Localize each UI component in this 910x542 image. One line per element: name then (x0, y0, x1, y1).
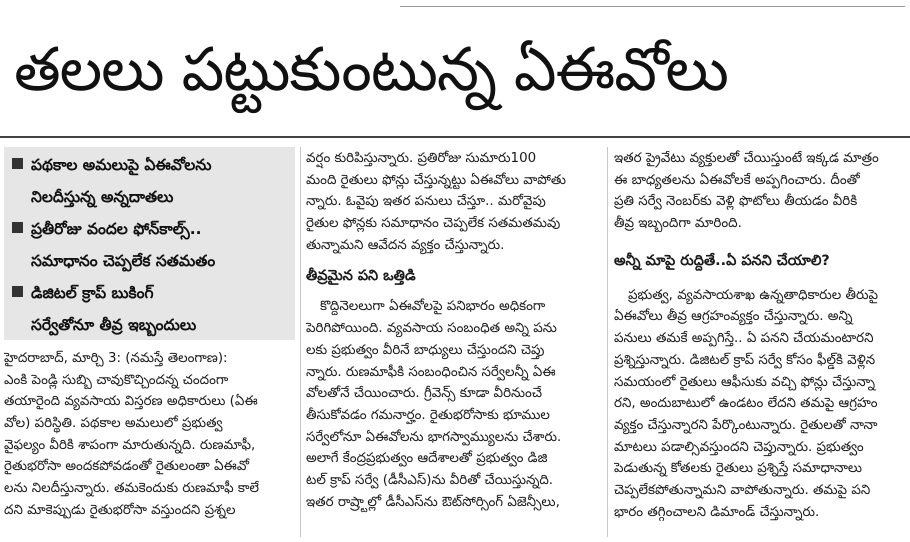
body-line: తున్నామని ఆవేదన వ్యక్తం చేస్తున్నారు. (306, 237, 505, 253)
body-line: పెడుతున్న కోతలకు రైతులు ప్రశ్నిస్తే సమాధానాలు (614, 461, 863, 477)
body-line: తయారైంది వ్యవసాయ విస్తరణ అధికారులు (ఏఈ (4, 394, 258, 410)
body-line: లకు ప్రభుత్వం వీరినే బాధ్యులు చేస్తుందని చెప్తు (306, 342, 545, 358)
column-divider (300, 147, 301, 537)
body-line: వైఫల్యం వీరికి శాపంగా మారుతున్నది. రుణమాఫీ, (4, 437, 256, 453)
highlight-item (12, 277, 290, 341)
article-column-3 (614, 148, 906, 523)
body-line: తీసుకోవడం గమనార్హం. రైతుభరోసాకు భూముల (306, 407, 550, 423)
body-line: న్నారు. రుణమాఫీకి సంబంధించిన సర్వేలన్నీ ఏఈ (306, 364, 556, 380)
body-line: అలాగే కేంద్రప్రభుత్వం ఆదేశాలతో ప్రభుత్వం డిజి (306, 451, 548, 467)
article-column-1 (4, 348, 295, 522)
body-line: ప్రతి సర్వే నెంబర్‌కు వెళ్లి ఫొటోలు తీయడం వీరికి (614, 194, 858, 210)
body-line: వ్యక్తం చేస్తున్నారని పేర్కొంటున్నారు. రైతులతో నానా (614, 417, 878, 433)
bullet-icon (12, 222, 23, 233)
highlight-line: నిలదీస్తున్న అన్నదాతలు (31, 188, 174, 206)
body-line: టల్‌ క్రాప్‌ సర్వే (డీసీఎస్‌)ను వీరితో చేయిస్తున్నది. (306, 472, 554, 488)
body-line: పెరిగిపోయింది. వ్యవసాయ సంబంధిత అన్ని పను (306, 321, 557, 337)
highlight-line: ప్రతీరోజు వందల ఫోన్‌కాల్స్‌.. (31, 220, 202, 238)
body-line: ఎంకి పెండ్లి సుబ్బి చావుకొచ్చిందన్న చందంగా (4, 372, 229, 388)
body-line: ప్రభుత్వ, వ్యవసాయశాఖ ఉన్నతాధికారుల తీరుపై (628, 287, 879, 303)
body-line: న్నారు. ఓవైపు ఇతర పనులు చేస్తూ.. మరోవైపు (306, 194, 546, 210)
highlight-line: పథకాల అమలుపై ఏఈవోలను (31, 156, 212, 174)
highlight-item (12, 149, 290, 213)
body-line: ఇతర ప్రైవేటు వ్యక్తులతో చేయిస్తుంటే ఇక్కడ మాత్రం (614, 151, 879, 166)
highlight-item (12, 213, 290, 277)
body-line: లను నిలదీస్తున్నారు. తమకెందుకు రుణమాఫీ కాలే (4, 481, 259, 497)
body-line: మాటలు పడాల్సివస్తుందని చెప్తున్నారు. ప్రభుత్వం (614, 439, 864, 455)
body-line: ప్రశ్నిస్తున్నారు. డిజిటల్‌ క్రాప్‌ సర్వే కోసం ఫీల్డ్‌కి వెళ్లిన (614, 352, 876, 368)
body-line: వోల) పరిస్థితి. పథకాల అమలులో ప్రభుత్వ (4, 416, 223, 432)
body-line: కొద్దినెలలుగా ఏఈవోలపై పనిభారం అధికంగా (320, 299, 546, 315)
dateline: హైదరాబాద్‌, మార్చి 3: (నమస్తే తెలంగాణ): (4, 351, 228, 366)
column-divider (607, 147, 608, 537)
body-line: తీవ్ర ఇబ్బందిగా మారింది. (614, 216, 742, 232)
highlight-line: సమాధానం చెప్పలేక సతమతం (31, 252, 216, 270)
body-line: చెప్పలేకపోతున్నామని వాపోతున్నారు. తమపై పని (614, 482, 871, 498)
body-line: సర్వేలోనూ ఏఈవోలను భాగస్వామ్యులను చేశారు. (306, 429, 562, 445)
body-line: ఇతర రాష్ర్టాల్లో డీసీఎస్‌ను ఔట్‌సోర్సింగ్‌ ఏజెన్సీలు, (306, 494, 560, 510)
top-rule (400, 6, 905, 7)
body-line: వోలతోనే చేయించారు. గ్రీవెన్స్‌ కూడా వీరినుంచే (306, 386, 543, 402)
article-column-2 (306, 148, 602, 513)
bullet-icon (12, 158, 23, 169)
body-line: ఈ బాధ్యతలను ఏఈవోలకే అప్పగించారు. దీంతో (614, 172, 860, 188)
body-line: రైతుల ఫోన్లకు సమాధానం చెప్పలేక సతమతమవు (306, 216, 561, 232)
highlight-line: డిజిటల్‌ క్రాప్‌ బుకింగ్‌ (31, 284, 154, 302)
body-line: పనులు తమకే అప్పగిస్తే.. ఏ పనని చేయమంటారని (614, 331, 874, 347)
bullet-icon (12, 286, 23, 297)
body-line: మంది రైతులు ఫోన్లు చేస్తున్నట్టు ఏఈవోలు వాపోతు (306, 172, 566, 188)
subheading: తీవ్రమైన పని ఒత్తిడి (306, 268, 416, 285)
body-line: దని మాకెప్పుడు రైతుభరోసా వస్తుందని ప్రశ్నల (4, 502, 236, 518)
body-line: సమయంలో రైతులు ఆఫీసుకు వచ్చి ఫోన్లు చేస్తున్నా (614, 374, 876, 390)
body-line: రని, అందుబాటులో ఉండటం లేదని తమపై ఆగ్రహం (614, 396, 878, 412)
body-line: రైతుభరోసా అందకపోవడంతో రైతులంతా ఏఈవో (4, 459, 249, 475)
headline: తలలు పట్టుకుంటున్న ఏఈవోలు (14, 35, 728, 105)
subheading: అన్నీ మాపై రుద్దితే..ఏ పనని చేయాలి? (614, 252, 830, 269)
body-line: ఏఈవోలు తీవ్ర ఆగ్రహంవ్యక్తం చేస్తున్నారు. అన్ని (614, 309, 853, 325)
highlights-box (4, 147, 295, 340)
highlight-line: సర్వేతోనూ తీవ్ర ఇబ్బందులు (31, 316, 197, 334)
body-line: భారం తగ్గించాలని డిమాండ్‌ చేస్తున్నారు. (614, 504, 820, 520)
body-line: వర్షం కురిపిస్తున్నారు. ప్రతిరోజు సుమారు100 (306, 151, 537, 166)
headline-rule (0, 136, 910, 138)
